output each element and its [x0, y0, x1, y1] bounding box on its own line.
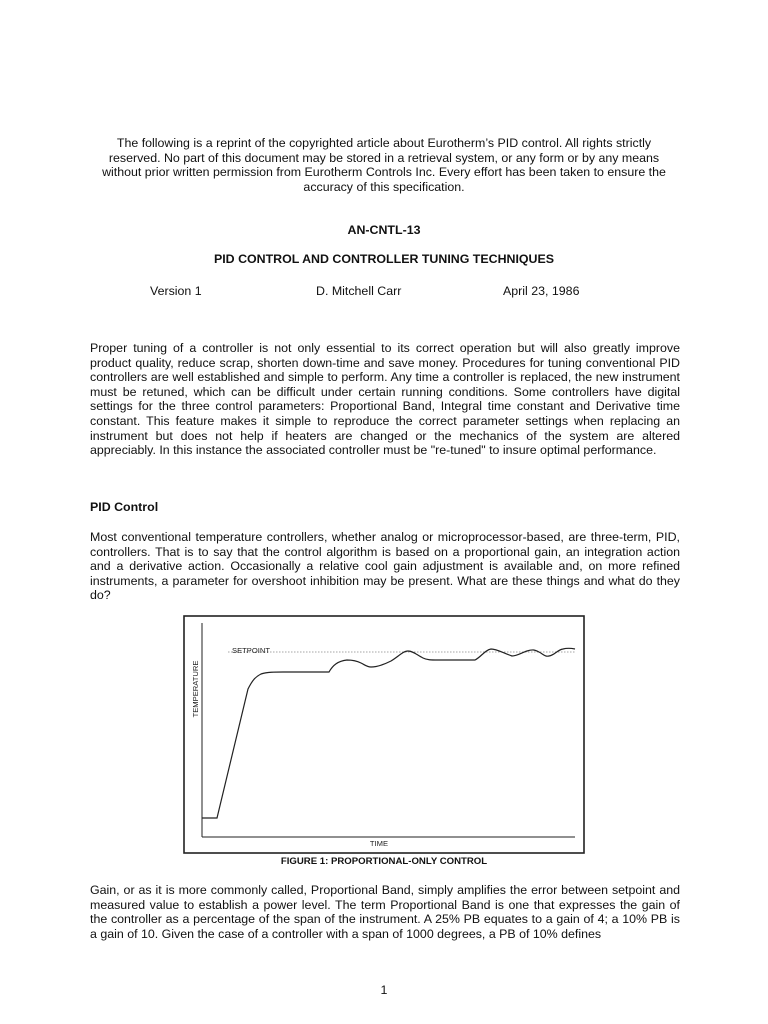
figure-graph [183, 615, 585, 854]
document-date: April 23, 1986 [503, 284, 580, 298]
copyright-notice [88, 136, 680, 194]
x-axis-label: TIME [369, 839, 389, 848]
notice-line: The following is a reprint of the copyrighted article about Eurotherm’s PID control. All rights strictly [116, 136, 652, 150]
setpoint-label: SETPOINT [232, 646, 270, 655]
section-heading-pid-control: PID Control [90, 500, 159, 514]
figure-proportional-only-control [183, 615, 585, 854]
intro-paragraph: Proper tuning of a controller is not only essential to its correct operation but will also greatly improve product quality, reduce scrap, shorten down-time and save money. Procedures for tuning conventional PID controllers are well established and simple to perform. Any time a controller is replaced, the new instrument must be retuned, which can be difficult under certain running conditions. Some controllers have digital settings for the three control parameters: Proportional Band, Integral time constant and Derivative time constant. This feature makes it simple to reproduce the correct parameter settings when replacing an instrument but does not help if heaters are changed or the mechanics of the system are altered appreciably. In this instance the associated controller must be "re-tuned" to insure optimal performance. [90, 341, 680, 458]
document-id: AN-CNTL-13 [347, 223, 421, 237]
gain-paragraph: Gain, or as it is more commonly called, Proportional Band, simply amplifies the error between setpoint and measured value to establish a power level. The term Proportional Band is one that expresses the gain of the controller as a percentage of the span of the instrument. A 25% PB equates to a gain of 4; a 10% PB is a gain of 10. Given the case of a controller with a span of 1000 degrees, a PB of 10% defines [90, 883, 680, 941]
document-title: PID CONTROL AND CONTROLLER TUNING TECHNIQUES [213, 252, 555, 266]
figure-caption: FIGURE 1: PROPORTIONAL-ONLY CONTROL [280, 856, 488, 867]
y-axis-label: TEMPERATURE [191, 660, 200, 718]
notice-line: reserved. No part of this document may be stored in a retrieval system, or any form or by any means [108, 150, 660, 165]
page-number: 1 [380, 983, 388, 997]
notice-line: accuracy of this specification. [303, 179, 465, 194]
document-author: D. Mitchell Carr [316, 284, 402, 298]
pid-control-paragraph: Most conventional temperature controllers, whether analog or microprocessor-based, are three-term, PID, controllers. That is to say that the control algorithm is based on a proportional gain, an integration action and a derivative action. Occasionally a relative cool gain adjustment is available and, on more refined instruments, a parameter for overshoot inhibition may be present. What are these things and what do they do? [90, 530, 680, 603]
notice-line: without prior written permission from Eurotherm Controls Inc. Every effort has been taken to ensure the [102, 165, 666, 180]
document-version: Version 1 [150, 284, 202, 298]
